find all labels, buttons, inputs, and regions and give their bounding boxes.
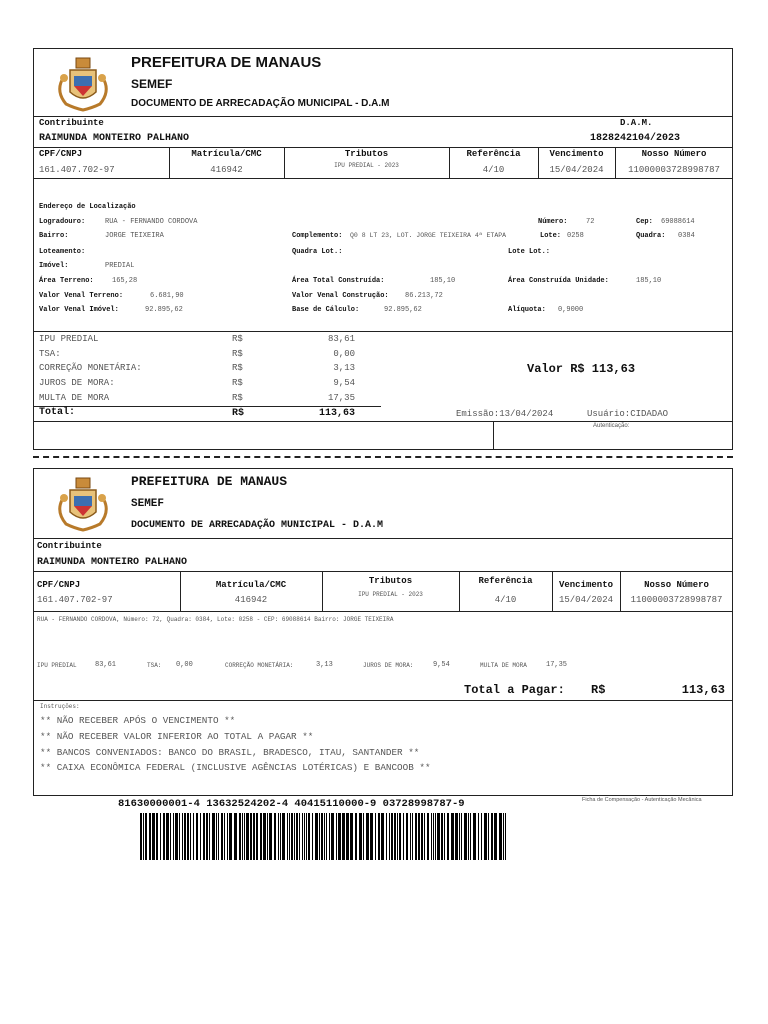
total-pagar-currency: R$: [591, 683, 606, 697]
vv-terreno-value: 6.681,90: [150, 292, 184, 300]
valor-item-currency: R$: [232, 363, 243, 374]
logradouro-label: Logradouro:: [39, 218, 86, 226]
org-title-bottom: PREFEITURA DE MANAUS: [131, 474, 288, 489]
barcode-bar: [478, 813, 479, 860]
loteamento-label: Loteamento:: [39, 248, 86, 256]
bottom-item-label: IPU PREDIAL: [37, 662, 77, 669]
address-line: RUA - FERNANDO CORDOVA, Número: 72, Quadra: 0384, Lote: 0258 - CEP: 69088614 Bairro: JORGE TEIXEIRA: [37, 616, 394, 623]
barcode-bar: [488, 813, 489, 860]
barcode-bar: [166, 813, 169, 860]
valor-item-label: TSA:: [39, 348, 61, 359]
barcode-bar: [355, 813, 357, 860]
cpf-value-bottom: 161.407.702-97: [37, 595, 113, 605]
barcode-bar: [173, 813, 174, 860]
valor-item-currency: R$: [232, 348, 243, 359]
coat-of-arms-icon: [52, 472, 114, 532]
barcode-bar: [415, 813, 417, 860]
barcode-bar: [190, 813, 191, 860]
total-pagar-label: Total a Pagar:: [464, 683, 565, 697]
quadra-lot-label: Quadra Lot.:: [292, 248, 343, 256]
referencia-value-bottom: 4/10: [494, 595, 517, 605]
barcode-bar: [473, 813, 476, 860]
barcode-bar: [491, 813, 493, 860]
complemento-value: Q0 8 LT 23, LOT. JORGE TEIXEIRA 4ª ETAPA: [350, 232, 507, 239]
barcode-bar: [431, 813, 432, 860]
referencia-label-bottom: Referência: [478, 576, 533, 586]
barcode-bar: [160, 813, 161, 860]
valor-item-label: IPU PREDIAL: [39, 334, 99, 344]
barcode-bar: [424, 813, 425, 860]
tributos-label-bottom: Tributos: [368, 576, 413, 586]
autenticacao-label: Autenticação:: [593, 423, 630, 429]
barcode-bar: [308, 813, 310, 860]
dam-number: 1828242104/2023: [590, 133, 681, 144]
barcode-bar: [331, 813, 334, 860]
vv-construcao-value: 86.213,72: [405, 292, 443, 300]
instrucao-line: ** NÃO RECEBER VALOR INFERIOR AO TOTAL A PAGAR **: [40, 730, 314, 742]
cep-label: Cep:: [636, 218, 653, 226]
aliquota-label: Alíquota:: [508, 306, 546, 314]
barcode-bar: [282, 813, 285, 860]
barcode-bar: [221, 813, 223, 860]
valor-big: Valor R$ 113,63: [527, 362, 636, 376]
area-total-label: Área Total Construída:: [292, 277, 385, 285]
barcode-bar: [216, 813, 217, 860]
barcode-bar: [152, 813, 155, 860]
barcode-bar: [312, 813, 313, 860]
barcode-bar: [338, 813, 341, 860]
barcode-bar: [242, 813, 243, 860]
barcode-bar: [324, 813, 325, 860]
lote-value: 0258: [567, 232, 584, 240]
barcode-bar: [304, 813, 305, 860]
numero-label: Número:: [538, 218, 568, 226]
tributos-label: Tributos: [344, 149, 389, 159]
bottom-item-value: 0,00: [176, 661, 193, 669]
valor-item-value: 83,61: [327, 334, 355, 344]
bottom-item-label: CORREÇÃO MONETÁRIA:: [225, 662, 294, 669]
linha-digitavel: 81630000001-4 13632524202-4 40415110000-9 03728998787-9: [118, 798, 465, 810]
barcode-bar: [250, 813, 252, 860]
barcode-bar: [494, 813, 497, 860]
barcode-bar: [370, 813, 373, 860]
bottom-item-value: 3,13: [316, 661, 333, 669]
matricula-label: Matrícula/CMC: [191, 149, 262, 159]
usuario: Usuário:CIDADAO: [587, 409, 669, 419]
vv-terreno-label: Valor Venal Terreno:: [39, 292, 124, 300]
barcode-bar: [427, 813, 429, 860]
instrucao-line: ** BANCOS CONVENIADOS: BANCO DO BRASIL, BRADESCO, ITAU, SANTANDER **: [40, 746, 420, 758]
referencia-label: Referência: [466, 149, 521, 159]
barcode-bar: [412, 813, 413, 860]
bairro-value: JORGE TEIXEIRA: [105, 232, 164, 240]
barcode-bar: [274, 813, 276, 860]
nosso-numero-value: 11000003728998787: [628, 165, 720, 175]
coat-of-arms-icon: [52, 52, 114, 112]
barcode-bar: [229, 813, 232, 860]
barcode-bar: [399, 813, 401, 860]
barcode-bar: [209, 813, 210, 860]
org-title: PREFEITURA DE MANAUS: [131, 54, 322, 71]
barcode-bar: [391, 813, 393, 860]
barcode-bar: [179, 813, 180, 860]
barcode-bar: [296, 813, 298, 860]
barcode-bar: [306, 813, 307, 860]
cut-line: [33, 456, 733, 458]
valor-item-currency: R$: [232, 378, 243, 389]
nosso-numero-value-bottom: 11000003728998787: [630, 595, 723, 605]
quadra-value: 0384: [678, 232, 695, 240]
barcode-bar: [319, 813, 320, 860]
imovel-label: Imóvel:: [39, 262, 69, 270]
matricula-value-bottom: 416942: [234, 595, 268, 605]
area-total-value: 185,10: [430, 277, 456, 285]
barcode-bar: [299, 813, 300, 860]
barcode-bar: [294, 813, 295, 860]
barcode-bar: [433, 813, 434, 860]
barcode-bar: [381, 813, 384, 860]
barcode-bar: [212, 813, 215, 860]
barcode-bar: [366, 813, 369, 860]
barcode-bar: [149, 813, 151, 860]
barcode-bar: [280, 813, 281, 860]
barcode-bar: [363, 813, 364, 860]
barcode-bar: [336, 813, 337, 860]
barcode-bar: [140, 813, 142, 860]
barcode-bar: [291, 813, 293, 860]
vv-imovel-value: 92.895,62: [145, 306, 183, 314]
dam-label: D.A.M.: [620, 118, 653, 128]
quadra-label: Quadra:: [636, 232, 666, 240]
tributos-value-bottom: IPU PREDIAL - 2023: [358, 591, 423, 598]
vencimento-value: 15/04/2024: [549, 165, 604, 175]
vencimento-label-bottom: Vencimento: [558, 580, 613, 590]
numero-value: 72: [586, 218, 595, 226]
barcode-bar: [437, 813, 440, 860]
valor-item-value: 17,35: [327, 392, 355, 403]
contribuinte-name: RAIMUNDA MONTEIRO PALHANO: [39, 133, 190, 144]
instrucao-line: ** CAIXA ECONÔMICA FEDERAL (INCLUSIVE AGÊNCIAS LOTÉRICAS) E BANCOOB **: [40, 762, 431, 774]
barcode-bar: [418, 813, 420, 860]
barcode-bar: [206, 813, 208, 860]
area-terreno-label: Área Terreno:: [39, 277, 94, 285]
valor-item-value: 3,13: [333, 363, 355, 374]
endereco-title: Endereço de Localização: [39, 203, 136, 211]
valor-item-label: MULTA DE MORA: [39, 392, 110, 403]
barcode-bar: [260, 813, 262, 860]
barcode-bar: [447, 813, 449, 860]
barcode-bar: [302, 813, 303, 860]
barcode-bar: [269, 813, 272, 860]
contribuinte-name-bottom: RAIMUNDA MONTEIRO PALHANO: [37, 557, 188, 568]
complemento-label: Complemento:: [292, 232, 343, 240]
bottom-item-label: MULTA DE MORA: [480, 662, 527, 669]
tributos-value: IPU PREDIAL - 2023: [334, 162, 399, 169]
total-value: 113,63: [318, 408, 355, 419]
barcode-bar: [346, 813, 349, 860]
bottom-item-label: JUROS DE MORA:: [363, 662, 414, 669]
barcode-bar: [227, 813, 228, 860]
barcode-bar: [187, 813, 189, 860]
base-label: Base de Cálculo:: [292, 306, 360, 314]
barcode-bar: [329, 813, 330, 860]
barcode-bar: [175, 813, 178, 860]
barcode-bar: [289, 813, 290, 860]
valor-item-value: 0,00: [333, 348, 355, 359]
barcode: [140, 813, 508, 860]
barcode-bar: [196, 813, 198, 860]
base-value: 92.895,62: [384, 306, 422, 314]
instrucao-line: ** NÃO RECEBER APÓS O VENCIMENTO **: [40, 715, 236, 726]
barcode-bar: [503, 813, 504, 860]
barcode-bar: [184, 813, 186, 860]
barcode-bar: [350, 813, 353, 860]
nosso-numero-label: Nosso Número: [641, 149, 707, 159]
cpf-label-bottom: CPF/CNPJ: [37, 580, 81, 590]
cpf-value: 161.407.702-97: [39, 165, 115, 175]
vv-imovel-label: Valor Venal Imóvel:: [39, 306, 119, 314]
barcode-bar: [224, 813, 225, 860]
barcode-bar: [239, 813, 241, 860]
barcode-bar: [200, 813, 201, 860]
barcode-bar: [375, 813, 376, 860]
dept-title: SEMEF: [131, 77, 173, 91]
nosso-numero-label-bottom: Nosso Número: [644, 580, 709, 590]
area-terreno-value: 165,28: [112, 277, 138, 285]
barcode-bar: [406, 813, 408, 860]
barcode-bar: [182, 813, 183, 860]
barcode-bar: [451, 813, 454, 860]
doc-title: DOCUMENTO DE ARRECADAÇÃO MUNICIPAL - D.A.M: [131, 98, 390, 109]
barcode-bar: [253, 813, 255, 860]
barcode-bar: [246, 813, 249, 860]
barcode-bar: [244, 813, 245, 860]
barcode-bar: [156, 813, 158, 860]
total-currency: R$: [232, 408, 245, 419]
barcode-bar: [389, 813, 390, 860]
barcode-bar: [464, 813, 467, 860]
barcode-bar: [278, 813, 279, 860]
barcode-bar: [459, 813, 460, 860]
barcode-bar: [315, 813, 318, 860]
vencimento-label: Vencimento: [549, 149, 604, 159]
barcode-bar: [421, 813, 423, 860]
cpf-label: CPF/CNPJ: [39, 149, 83, 159]
vencimento-value-bottom: 15/04/2024: [558, 595, 613, 605]
barcode-bar: [256, 813, 258, 860]
referencia-value: 4/10: [482, 165, 505, 175]
valor-item-currency: R$: [232, 392, 243, 403]
valor-item-label: CORREÇÃO MONETÁRIA:: [39, 363, 142, 374]
matricula-label-bottom: Matrícula/CMC: [215, 580, 287, 590]
barcode-bar: [359, 813, 362, 860]
valor-item-value: 9,54: [333, 378, 355, 389]
barcode-bar: [410, 813, 411, 860]
barcode-bar: [203, 813, 205, 860]
barcode-bar: [263, 813, 266, 860]
vv-construcao-label: Valor Venal Construção:: [292, 292, 389, 300]
barcode-bar: [326, 813, 327, 860]
valor-item-label: JUROS DE MORA:: [39, 378, 115, 389]
barcode-bar: [145, 813, 147, 860]
contribuinte-label-bottom: Contribuinte: [37, 541, 102, 551]
total-pagar-value: 113,63: [681, 683, 725, 697]
ficha-compensacao: Ficha de Compensação - Autenticação Mecânica: [582, 797, 702, 803]
area-unidade-label: Área Construída Unidade:: [508, 277, 609, 285]
barcode-bar: [394, 813, 396, 860]
barcode-bar: [170, 813, 171, 860]
barcode-bar: [234, 813, 237, 860]
barcode-bar: [397, 813, 398, 860]
barcode-bar: [321, 813, 323, 860]
dept-title-bottom: SEMEF: [131, 498, 165, 510]
barcode-bar: [218, 813, 219, 860]
barcode-bar: [143, 813, 144, 860]
lote-lot-label: Lote Lot.:: [508, 248, 551, 256]
barcode-bar: [481, 813, 482, 860]
doc-title-bottom: DOCUMENTO DE ARRECADAÇÃO MUNICIPAL - D.A.M: [131, 520, 384, 531]
barcode-bar: [470, 813, 471, 860]
bottom-item-value: 9,54: [433, 661, 450, 669]
barcode-bar: [484, 813, 487, 860]
emissao: Emissão:13/04/2024: [456, 409, 554, 419]
barcode-bar: [441, 813, 443, 860]
barcode-bar: [435, 813, 436, 860]
matricula-value: 416942: [210, 165, 243, 175]
logradouro-value: RUA - FERNANDO CORDOVA: [105, 218, 198, 226]
barcode-bar: [267, 813, 268, 860]
imovel-value: PREDIAL: [105, 262, 135, 270]
total-label: Total:: [39, 407, 76, 418]
bottom-item-value: 83,61: [95, 661, 117, 669]
barcode-bar: [287, 813, 288, 860]
lote-label: Lote:: [540, 232, 562, 240]
instrucoes-label: Instruções:: [40, 703, 80, 710]
barcode-bar: [403, 813, 404, 860]
barcode-bar: [444, 813, 445, 860]
barcode-bar: [378, 813, 380, 860]
area-unidade-value: 185,10: [636, 277, 662, 285]
aliquota-value: 0,9000: [558, 306, 584, 314]
barcode-bar: [505, 813, 506, 860]
barcode-bar: [468, 813, 469, 860]
contribuinte-label: Contribuinte: [39, 118, 104, 128]
bottom-item-value: 17,35: [546, 661, 568, 669]
bairro-label: Bairro:: [39, 232, 69, 240]
barcode-bar: [342, 813, 345, 860]
valor-item-currency: R$: [232, 334, 243, 344]
barcode-bar: [455, 813, 458, 860]
barcode-bar: [193, 813, 194, 860]
barcode-bar: [163, 813, 165, 860]
barcode-bar: [461, 813, 462, 860]
bottom-item-label: TSA:: [147, 662, 162, 669]
cep-value: 69088614: [661, 218, 695, 226]
barcode-bar: [499, 813, 502, 860]
barcode-bar: [386, 813, 387, 860]
